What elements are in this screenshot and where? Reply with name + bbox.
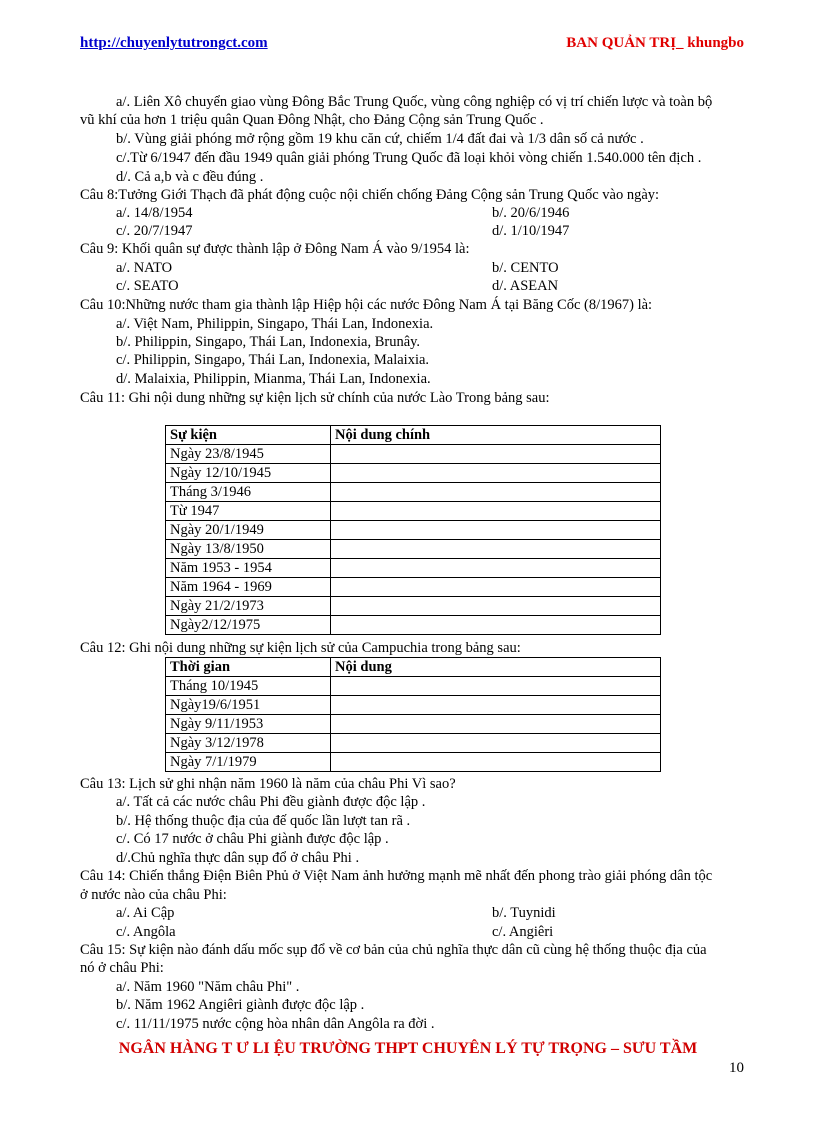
column-header-time: Thời gian (166, 658, 331, 677)
q10-option-b: b/. Philippin, Singapo, Thái Lan, Indonexia, Brunây. (116, 334, 421, 350)
table-row (166, 616, 661, 635)
table-cell-content[interactable] (331, 559, 661, 578)
column-header-content: Nội dung (331, 658, 661, 677)
table-cell-content[interactable] (331, 464, 661, 483)
header-admin-label: BAN QUẢN TRỊ_ khungbo (566, 35, 744, 51)
q7-option-b: b/. Vùng giải phóng mở rộng gồm 19 khu căn cứ, chiếm 1/4 đất đai và 1/3 dân số cả nước . (116, 131, 644, 147)
table-row (166, 445, 661, 464)
q14-question-line1: Câu 14: Chiến thắng Điện Biên Phủ ở Việt Nam ảnh hưởng mạnh mẽ nhất đến phong trào giải phóng dân tộc (80, 868, 713, 884)
table-cell-date: Từ 1947 (166, 502, 331, 521)
table-cell-content[interactable] (331, 502, 661, 521)
q14-option-a: a/. Ai Cập (116, 905, 175, 921)
q7-option-a-line1: a/. Liên Xô chuyển giao vùng Đông Bắc Trung Quốc, vùng công nghiệp có vị trí chiến lược và toàn bộ (116, 94, 713, 110)
table-cell-date: Ngày19/6/1951 (166, 696, 331, 715)
q8-option-a: a/. 14/8/1954 (116, 205, 193, 221)
table-row (166, 578, 661, 597)
table-cell-content[interactable] (331, 753, 661, 772)
cambodia-events-table (165, 657, 661, 772)
q9-option-d: d/. ASEAN (492, 278, 559, 294)
table-cell-content[interactable] (331, 445, 661, 464)
table-cell-date: Ngày 3/12/1978 (166, 734, 331, 753)
table-cell-content[interactable] (331, 483, 661, 502)
q13-question: Câu 13: Lịch sử ghi nhận năm 1960 là năm của châu Phi Vì sao? (80, 776, 456, 792)
table-cell-date: Tháng 3/1946 (166, 483, 331, 502)
q15-question-line2: nó ở châu Phi: (80, 960, 164, 976)
table-cell-date: Năm 1953 - 1954 (166, 559, 331, 578)
q9-option-a: a/. NATO (116, 260, 173, 276)
column-header-event: Sự kiện (166, 426, 331, 445)
table-cell-date: Ngày 21/2/1973 (166, 597, 331, 616)
table-header-row (166, 658, 661, 677)
q14-option-b: b/. Tuynidi (492, 905, 556, 921)
q7-option-d: d/. Cả a,b và c đều đúng . (116, 169, 264, 185)
footer-title: NGÂN HÀNG T Ư LI ỆU TRƯỜNG THPT CHUYÊN LÝ TỰ TRỌNG – SƯU TẦM (118, 1040, 698, 1057)
q14-option-c: c/. Angôla (116, 924, 176, 940)
q10-question: Câu 10:Những nước tham gia thành lập Hiệp hội các nước Đông Nam Á tại Băng Cốc (8/1967) là: (80, 297, 653, 313)
table-row (166, 734, 661, 753)
q9-option-c: c/. SEATO (116, 278, 179, 294)
q9-question: Câu 9: Khối quân sự được thành lập ở Đông Nam Á vào 9/1954 là: (80, 241, 470, 257)
table-row (166, 483, 661, 502)
q13-option-b: b/. Hệ thống thuộc địa của đế quốc lần lượt tan rã . (116, 813, 411, 829)
table-cell-content[interactable] (331, 677, 661, 696)
q8-option-b: b/. 20/6/1946 (492, 205, 570, 221)
table-cell-date: Ngày 7/1/1979 (166, 753, 331, 772)
table-row (166, 597, 661, 616)
table-cell-date: Tháng 10/1945 (166, 677, 331, 696)
table-cell-content[interactable] (331, 597, 661, 616)
q15-question-line1: Câu 15: Sự kiện nào đánh dấu mốc sụp đổ về cơ bản của chủ nghĩa thực dân cũ cùng hệ thống thuộc địa của (80, 942, 707, 958)
table-cell-content[interactable] (331, 696, 661, 715)
site-link[interactable]: http://chuyenlytutrongct.com (80, 35, 268, 51)
table-cell-content[interactable] (331, 715, 661, 734)
table-cell-date: Ngày2/12/1975 (166, 616, 331, 635)
table-cell-date: Ngày 13/8/1950 (166, 540, 331, 559)
q10-option-d: d/. Malaixia, Philippin, Mianma, Thái Lan, Indonexia. (116, 371, 431, 387)
q7-option-c: c/.Từ 6/1947 đến đầu 1949 quân giải phóng Trung Quốc đã loại khỏi vòng chiến 1.540.000 tên địch . (116, 150, 702, 166)
table-cell-date: Ngày 9/11/1953 (166, 715, 331, 734)
table-cell-content[interactable] (331, 616, 661, 635)
table-row (166, 715, 661, 734)
q12-question: Câu 12: Ghi nội dung những sự kiện lịch sử của Campuchia trong bảng sau: (80, 640, 521, 656)
q10-option-c: c/. Philippin, Singapo, Thái Lan, Indonexia, Malaixia. (116, 352, 430, 368)
table-cell-content[interactable] (331, 734, 661, 753)
q13-option-c: c/. Có 17 nước ở châu Phi giành được độc lập . (116, 831, 389, 847)
q8-question: Câu 8:Tưởng Giới Thạch đã phát động cuộc nội chiến chống Đảng Cộng sản Trung Quốc vào ngày: (80, 187, 660, 203)
q14-option-d: c/. Angiêri (492, 924, 554, 940)
q10-option-a: a/. Việt Nam, Philippin, Singapo, Thái Lan, Indonexia. (116, 316, 434, 332)
table-row (166, 502, 661, 521)
laos-events-table (165, 425, 661, 635)
q8-option-d: d/. 1/10/1947 (492, 223, 570, 239)
q13-option-a: a/. Tất cả các nước châu Phi đều giành được độc lập . (116, 794, 426, 810)
page-number: 10 (729, 1060, 744, 1076)
table-row (166, 559, 661, 578)
table-row (166, 696, 661, 715)
table-row (166, 464, 661, 483)
table-row (166, 521, 661, 540)
q14-question-line2: ở nước nào của châu Phi: (80, 887, 227, 903)
table-row (166, 677, 661, 696)
table-header-row (166, 426, 661, 445)
q13-option-d: d/.Chủ nghĩa thực dân sụp đổ ở châu Phi . (116, 850, 360, 866)
q8-option-c: c/. 20/7/1947 (116, 223, 193, 239)
table-cell-date: Ngày 12/10/1945 (166, 464, 331, 483)
table-cell-date: Ngày 23/8/1945 (166, 445, 331, 464)
table-cell-date: Ngày 20/1/1949 (166, 521, 331, 540)
table-row (166, 540, 661, 559)
q11-question: Câu 11: Ghi nội dung những sự kiện lịch sử chính của nước Lào Trong bảng sau: (80, 390, 550, 406)
q7-option-a-line2: vũ khí của hơn 1 triệu quân Quan Đông Nhật, cho Đảng Cộng sản Trung Quốc . (80, 112, 544, 128)
q15-option-c: c/. 11/11/1975 nước cộng hòa nhân dân Angôla ra đời . (116, 1016, 435, 1032)
q15-option-a: a/. Năm 1960 "Năm châu Phi" . (116, 979, 300, 995)
table-cell-date: Năm 1964 - 1969 (166, 578, 331, 597)
table-cell-content[interactable] (331, 540, 661, 559)
table-cell-content[interactable] (331, 521, 661, 540)
q9-option-b: b/. CENTO (492, 260, 559, 276)
table-cell-content[interactable] (331, 578, 661, 597)
q15-option-b: b/. Năm 1962 Angiêri giành được độc lập . (116, 997, 365, 1013)
table-row (166, 753, 661, 772)
column-header-content: Nội dung chính (331, 426, 661, 445)
